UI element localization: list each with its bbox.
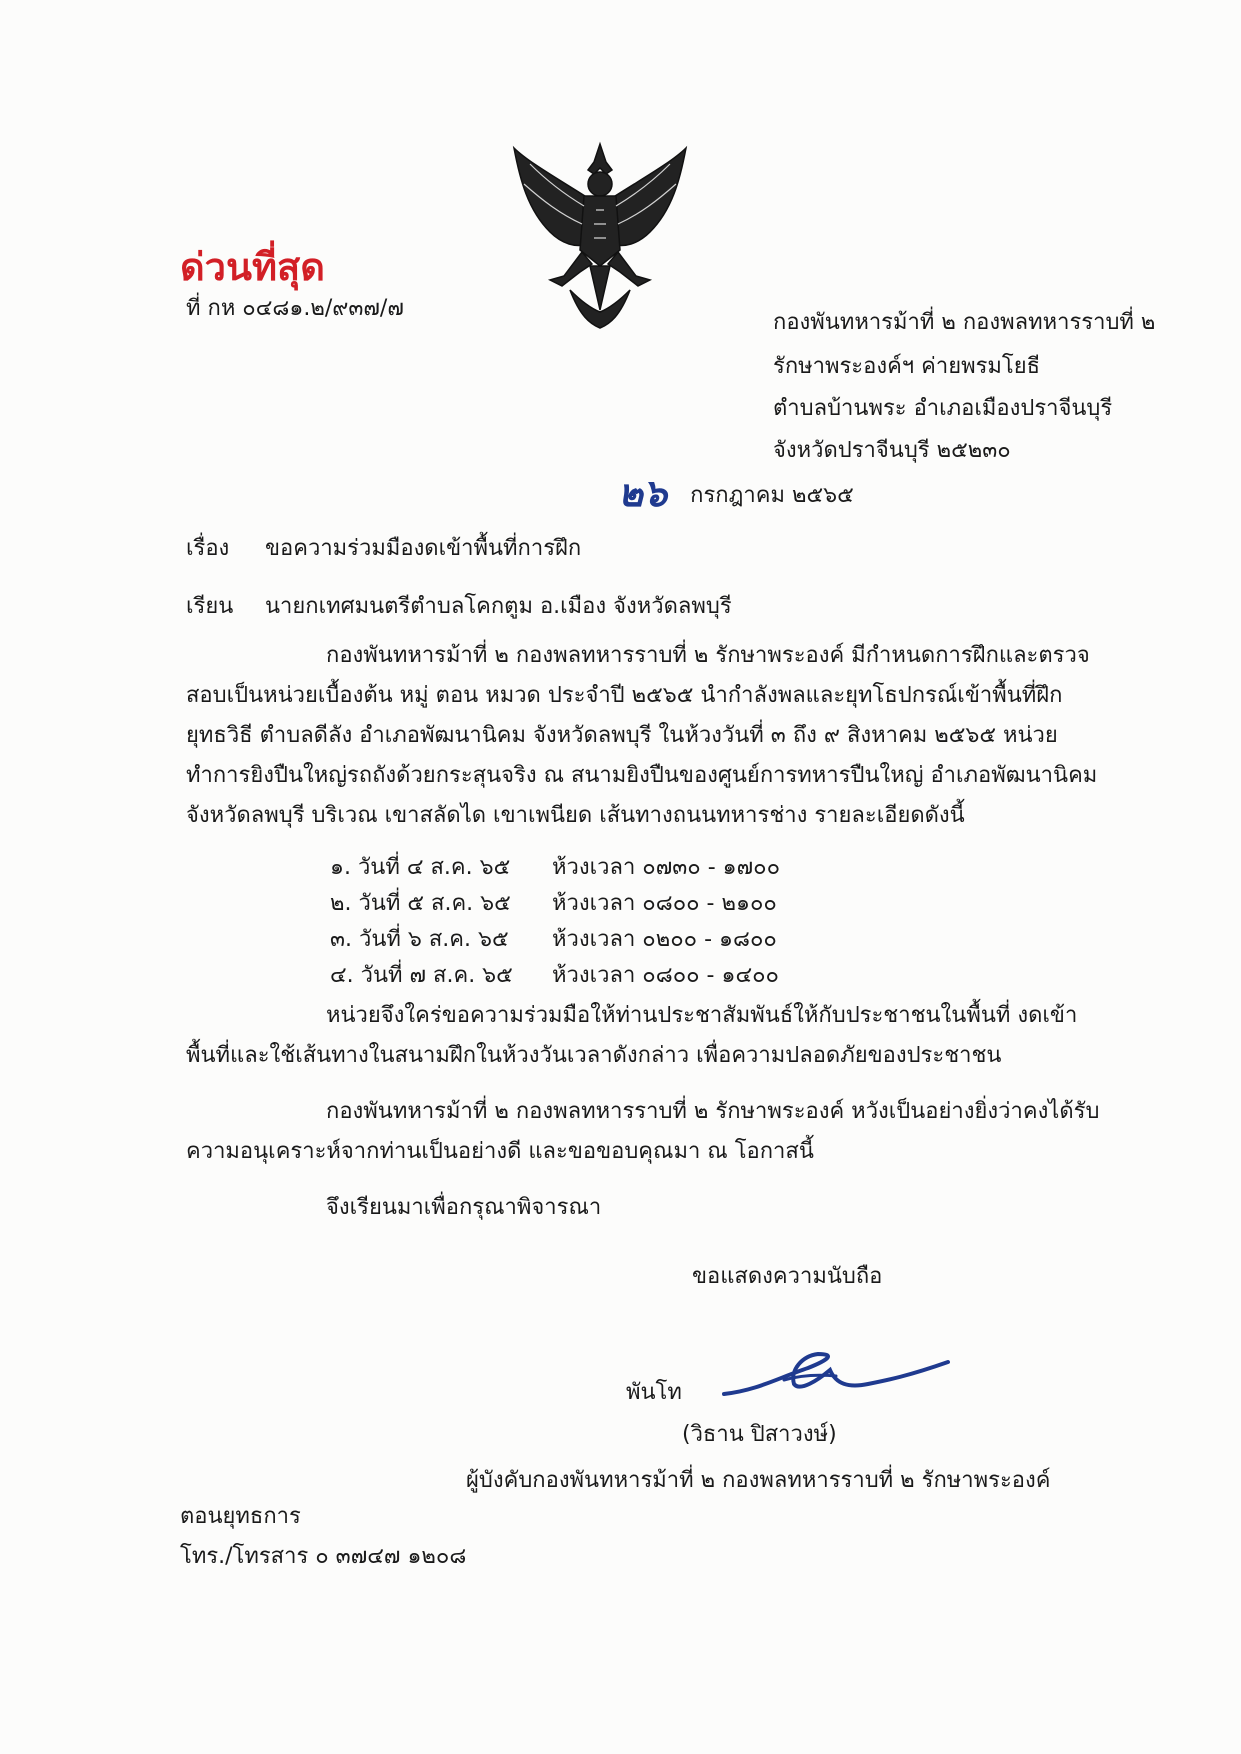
body-paragraph-1: กองพันทหารม้าที่ ๒ กองพลทหารราบที่ ๒ รักษาพระองค์ มีกำหนดการฝึกและตรวจสอบเป็นหน่วยเบื้องต้น หมู่ ตอน หมวด ประจำปี ๒๕๖๕ นำกำลังพลและยุทโธปกรณ์เข้าพื้นที่ฝึกยุทธวิธี ตำบลดีลัง อำเภอพัฒนานิคม จังหวัดลพบุรี ในห้วงวันที่ ๓ ถึง ๙ สิงหาคม ๒๕๖๕ หน่วยทำการยิงปืนใหญ่รถถังด้วยกระสุนจริง ณ สนามยิงปืนของศูนย์การทหารปืนใหญ่ อำเภอพัฒนานิคม จังหวัดลพบุรี บริเวณ เขาสลัดได เขาเพนียด เส้นทางถนนทหารช่าง รายละเอียดดังนี้ [186, 643, 1098, 828]
schedule-item [330, 958, 780, 994]
signature-image [718, 1340, 950, 1412]
signer-rank: พันโท [626, 1380, 682, 1405]
closing-salutation: ขอแสดงความนับถือ [692, 1264, 883, 1289]
schedule-date: ๔. วันที่ ๗ ส.ค. ๖๕ [330, 963, 513, 988]
signer-name: (วิธาน ปิสาวงษ์) [682, 1422, 837, 1447]
body-paragraph-2: หน่วยจึงใคร่ขอความร่วมมือให้ท่านประชาสัมพันธ์ให้กับประชาชนในพื้นที่ งดเข้าพื้นที่และใช้เส้นทางในสนามฝึกในห้วงวันเวลาดังกล่าว เพื่อความปลอดภัยของประชาชน [186, 1003, 1078, 1068]
garuda-emblem-icon [510, 140, 690, 330]
recipient-line [186, 592, 732, 622]
subject-label: เรื่อง [186, 536, 230, 561]
urgency-label: ด่วนที่สุด [180, 245, 325, 289]
subject-line [186, 534, 581, 564]
schedule-time: ห้วงเวลา ๐๗๓๐ - ๑๗๐๐ [552, 855, 781, 880]
date-month-year: กรกฎาคม ๒๕๖๕ [690, 483, 854, 508]
sender-address-line-1: กองพันทหารม้าที่ ๒ กองพลทหารราบที่ ๒ [773, 310, 1156, 335]
schedule-date: ๑. วันที่ ๔ ส.ค. ๖๕ [330, 855, 511, 880]
schedule-item [330, 922, 780, 958]
body-paragraph-4: จึงเรียนมาเพื่อกรุณาพิจารณา [326, 1195, 602, 1220]
schedule-item [330, 886, 780, 922]
body-paragraph-3: กองพันทหารม้าที่ ๒ กองพลทหารราบที่ ๒ รักษาพระองค์ หวังเป็นอย่างยิ่งว่าคงได้รับความอนุเคราะห์จากท่านเป็นอย่างดี และขอขอบคุณมา ณ โอกาสนี้ [186, 1099, 1100, 1164]
recipient-label: เรียน [186, 594, 234, 619]
signer-position: ผู้บังคับกองพันทหารม้าที่ ๒ กองพลทหารราบที่ ๒ รักษาพระองค์ [466, 1468, 1051, 1493]
schedule-time: ห้วงเวลา ๐๘๐๐ - ๒๑๐๐ [552, 891, 777, 916]
letter-date [618, 470, 854, 515]
schedule-date: ๓. วันที่ ๖ ส.ค. ๖๕ [330, 927, 509, 952]
office-name: ตอนยุทธการ [180, 1504, 301, 1529]
sender-address-line-2: รักษาพระองค์ฯ ค่ายพรมโยธี [773, 354, 1041, 379]
schedule-item [330, 850, 780, 886]
schedule-date: ๒. วันที่ ๕ ส.ค. ๖๕ [330, 891, 511, 916]
reference-number: ที่ กห ๐๔๘๑.๒/๙๓๗/๗ [186, 296, 404, 321]
sender-address-line-4: จังหวัดปราจีนบุรี ๒๕๒๓๐ [773, 438, 1011, 463]
schedule-time: ห้วงเวลา ๐๒๐๐ - ๑๘๐๐ [552, 927, 777, 952]
date-day: ๒๖ [618, 470, 668, 515]
schedule-list [330, 850, 780, 994]
subject-text: ขอความร่วมมืองดเข้าพื้นที่การฝึก [265, 536, 582, 561]
recipient-text: นายกเทศมนตรีตำบลโคกตูม อ.เมือง จังหวัดลพบุรี [265, 594, 732, 619]
sender-address-line-3: ตำบลบ้านพระ อำเภอเมืองปราจีนบุรี [773, 396, 1113, 421]
office-phone: โทร./โทรสาร ๐ ๓๗๔๗ ๑๒๐๘ [180, 1544, 467, 1569]
schedule-time: ห้วงเวลา ๐๘๐๐ - ๑๔๐๐ [552, 963, 779, 988]
